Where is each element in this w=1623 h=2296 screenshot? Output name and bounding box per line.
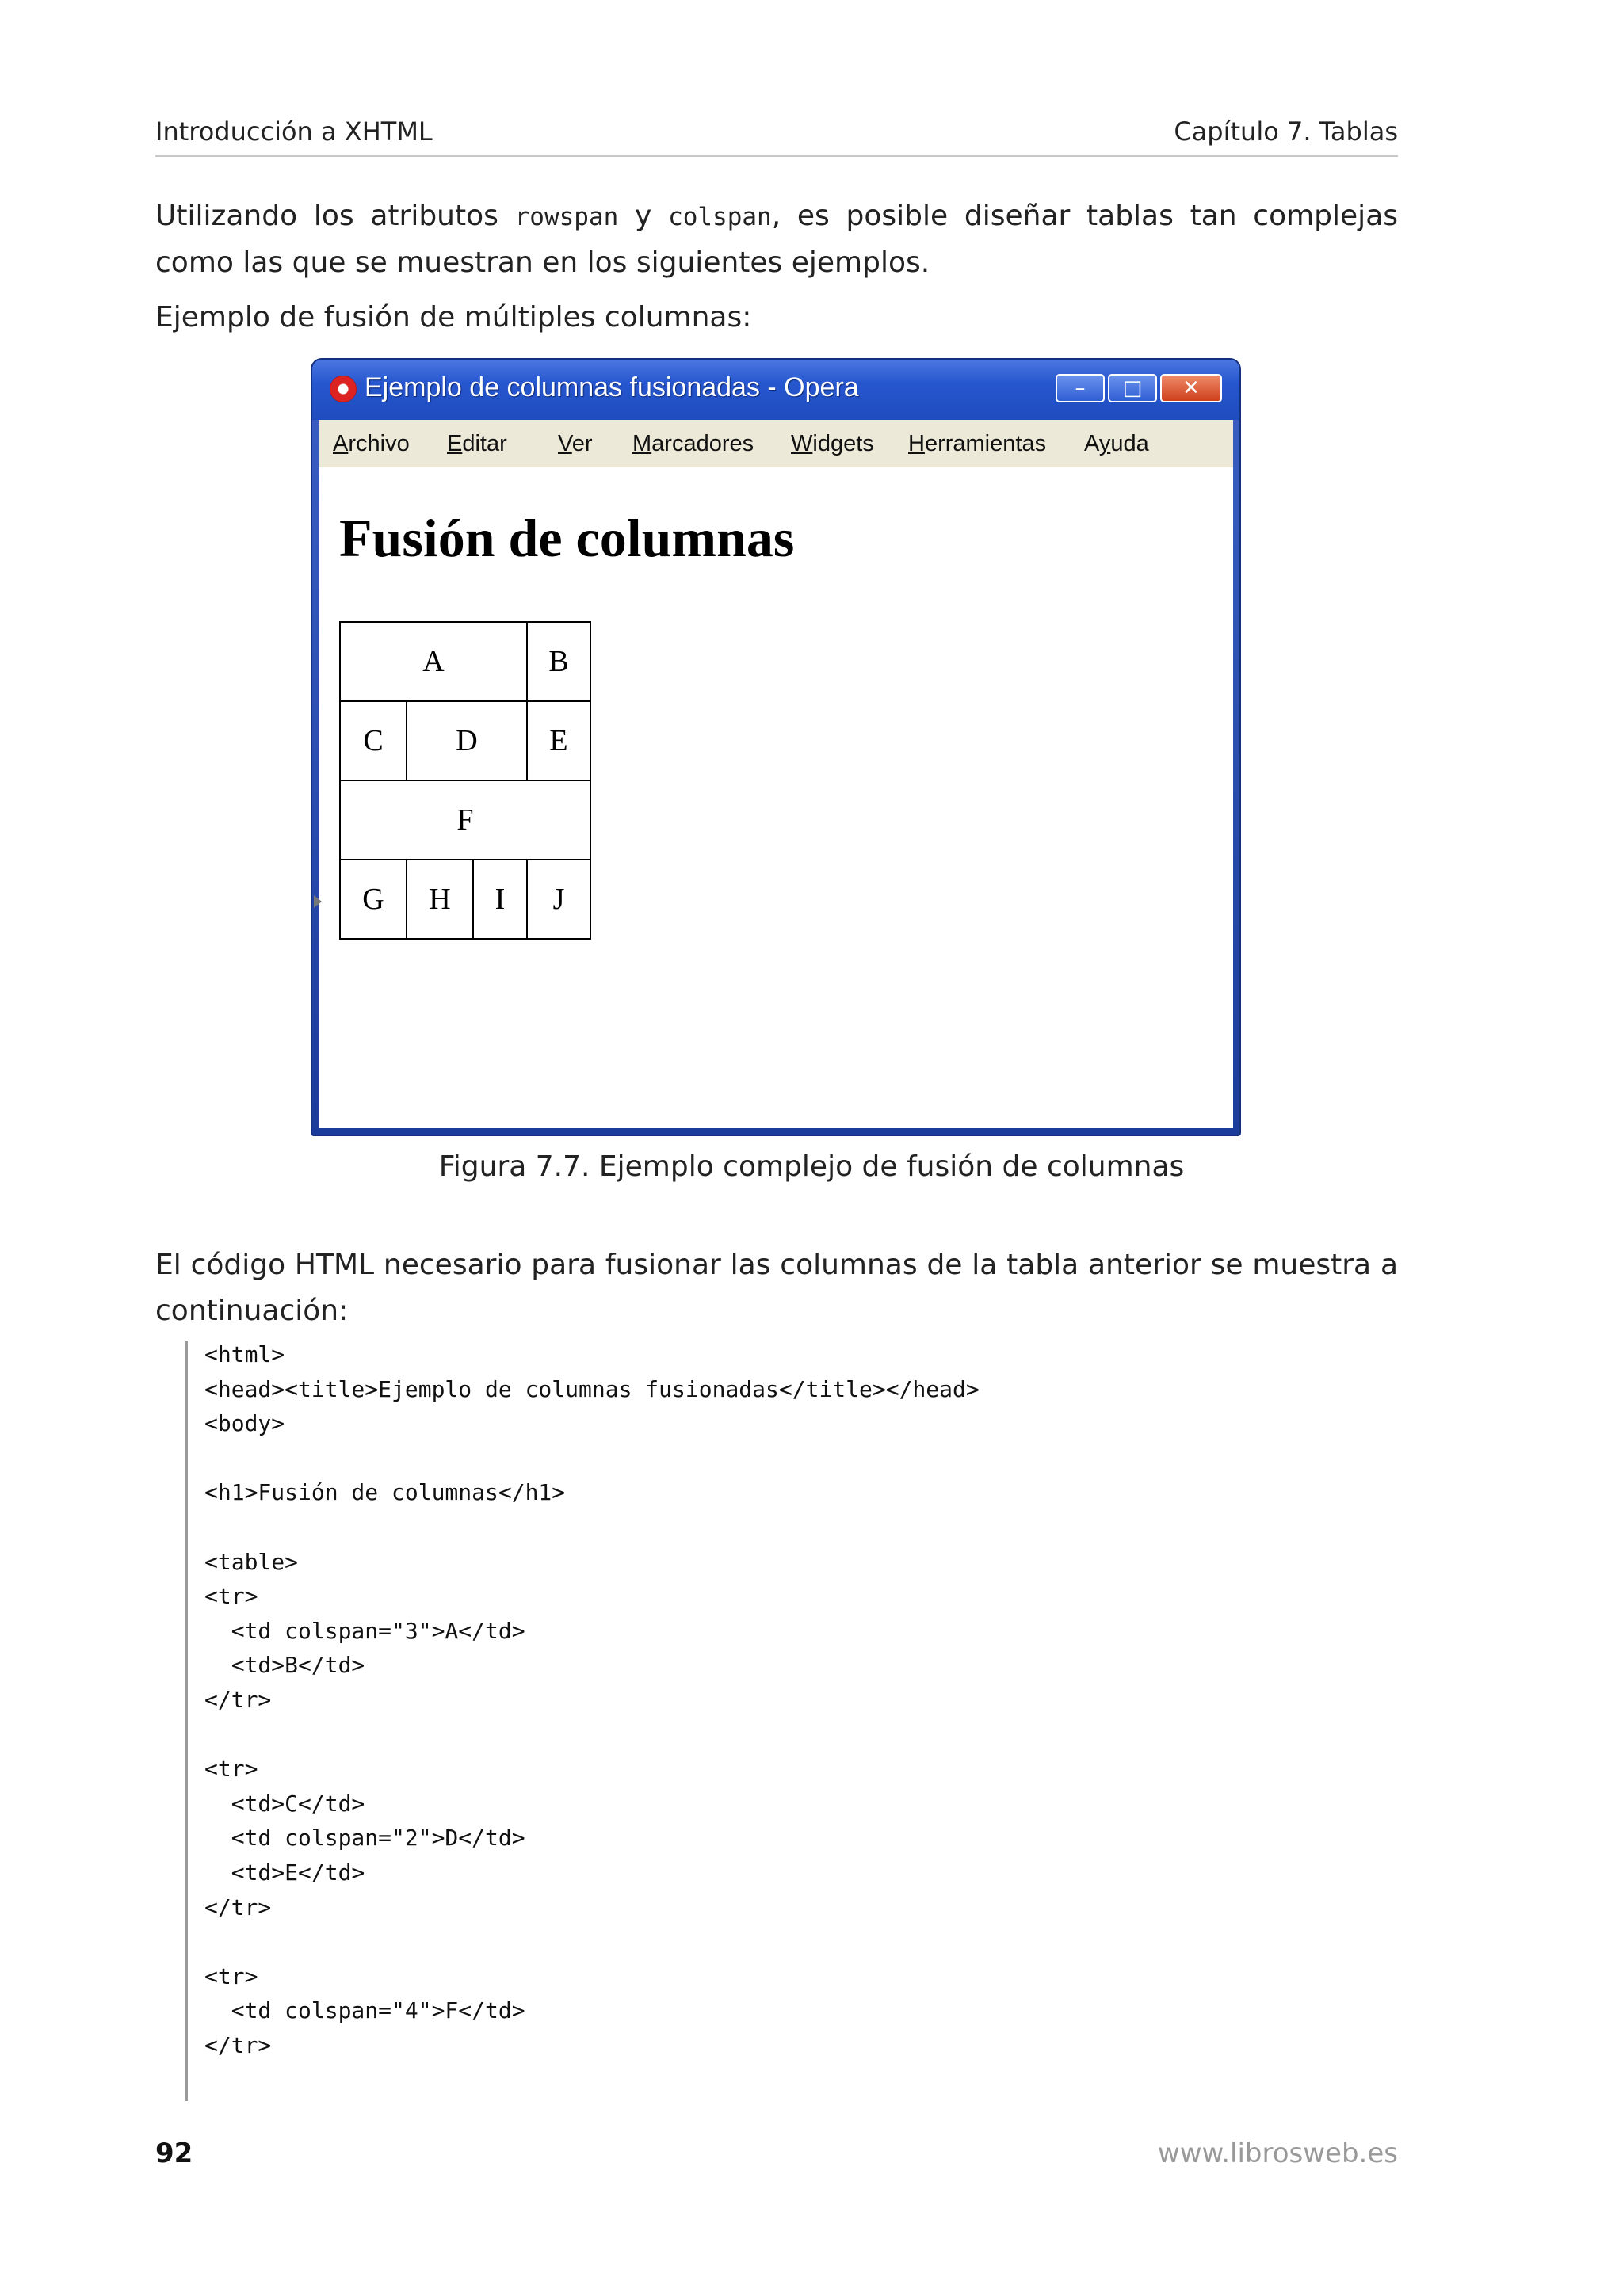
menu-label: ditar [462,431,507,456]
maximize-button[interactable]: □ [1108,374,1157,402]
browser-window [311,358,1241,1136]
menu-label: erramientas [924,431,1047,456]
colspan-code: colspan [668,203,772,231]
table-cell: E [527,701,590,780]
menu-label: arcadores [651,431,754,456]
menu-accel: y [1098,431,1111,456]
table-row [340,622,590,701]
running-header-left: Introducción a XHTML [155,116,433,147]
menu-label: idgets [812,431,874,456]
intro-text-2: y [635,200,652,232]
window-title: Ejemplo de columnas fusionadas - Opera [365,372,859,402]
table-cell: B [527,622,590,701]
merged-columns-table [339,621,591,940]
code-listing: <html> <head><title>Ejemplo de columnas fusionadas</title></head> <body> <h1>Fusión de columnas</h1> <table> <tr> <td colspan="3">A</td> <td>B</td> </tr> <tr> <td>C</td> <td colspan="2">D</td> <td>E</td> </tr> <tr> <td colspan="4">F</td> </tr> [204,1341,980,2058]
table-cell: D [407,701,527,780]
figure-caption: Figura 7.7. Ejemplo complejo de fusión de columnas [438,1150,1185,1183]
table-cell: I [473,860,527,939]
page-heading: Fusión de columnas [339,508,795,568]
table-cell: F [340,780,590,860]
table-cell: A [340,622,527,701]
menu-marcadores[interactable] [632,431,754,457]
menu-ayuda[interactable] [1084,431,1149,457]
menu-archivo[interactable] [333,431,410,457]
table-row [340,701,590,780]
menu-accel: W [791,431,813,456]
menu-accel: H [908,431,925,456]
menu-label: er [571,431,593,456]
code-block-rule [185,1341,188,2101]
menu-label: rchivo [348,431,410,456]
rowspan-code: rowspan [514,203,619,231]
minimize-button[interactable]: – [1056,374,1105,402]
opera-logo-icon [330,376,357,402]
menu-widgets[interactable] [791,431,874,457]
window-titlebar[interactable] [312,360,1239,420]
table-row [340,860,590,939]
browser-content [319,467,1233,1128]
menu-accel: E [447,431,463,456]
close-button[interactable]: ✕ [1160,374,1222,402]
header-rule [155,155,1398,157]
sidebar-handle-icon[interactable] [314,895,322,908]
table-row [340,780,590,860]
menu-ver[interactable] [558,431,593,457]
table-cell: G [340,860,407,939]
running-header-right: Capítulo 7. Tablas [1174,116,1398,147]
menu-accel: M [632,431,652,456]
menu-editar[interactable] [447,431,507,457]
code-intro-paragraph: El código HTML necesario para fusionar las columnas de la tabla anterior se muestra a continuación: [155,1249,1398,1327]
menu-bar [319,420,1233,467]
intro-text-3: , es posible diseñar tablas tan complejas como las que se muestran en los siguientes ejemplos. [155,200,1399,279]
table-cell: C [340,701,407,780]
example-label: Ejemplo de fusión de múltiples columnas: [155,301,752,334]
menu-label: A [1084,431,1099,456]
menu-accel: V [558,431,572,456]
menu-herramientas[interactable] [908,431,1046,457]
table-cell: J [527,860,590,939]
intro-text-1: Utilizando los atributos [155,200,498,232]
menu-label: uda [1110,431,1149,456]
menu-accel: A [333,431,349,456]
page-number: 92 [155,2138,193,2169]
intro-paragraph [155,193,1398,286]
site-url: www.librosweb.es [1157,2138,1398,2169]
table-cell: H [407,860,473,939]
